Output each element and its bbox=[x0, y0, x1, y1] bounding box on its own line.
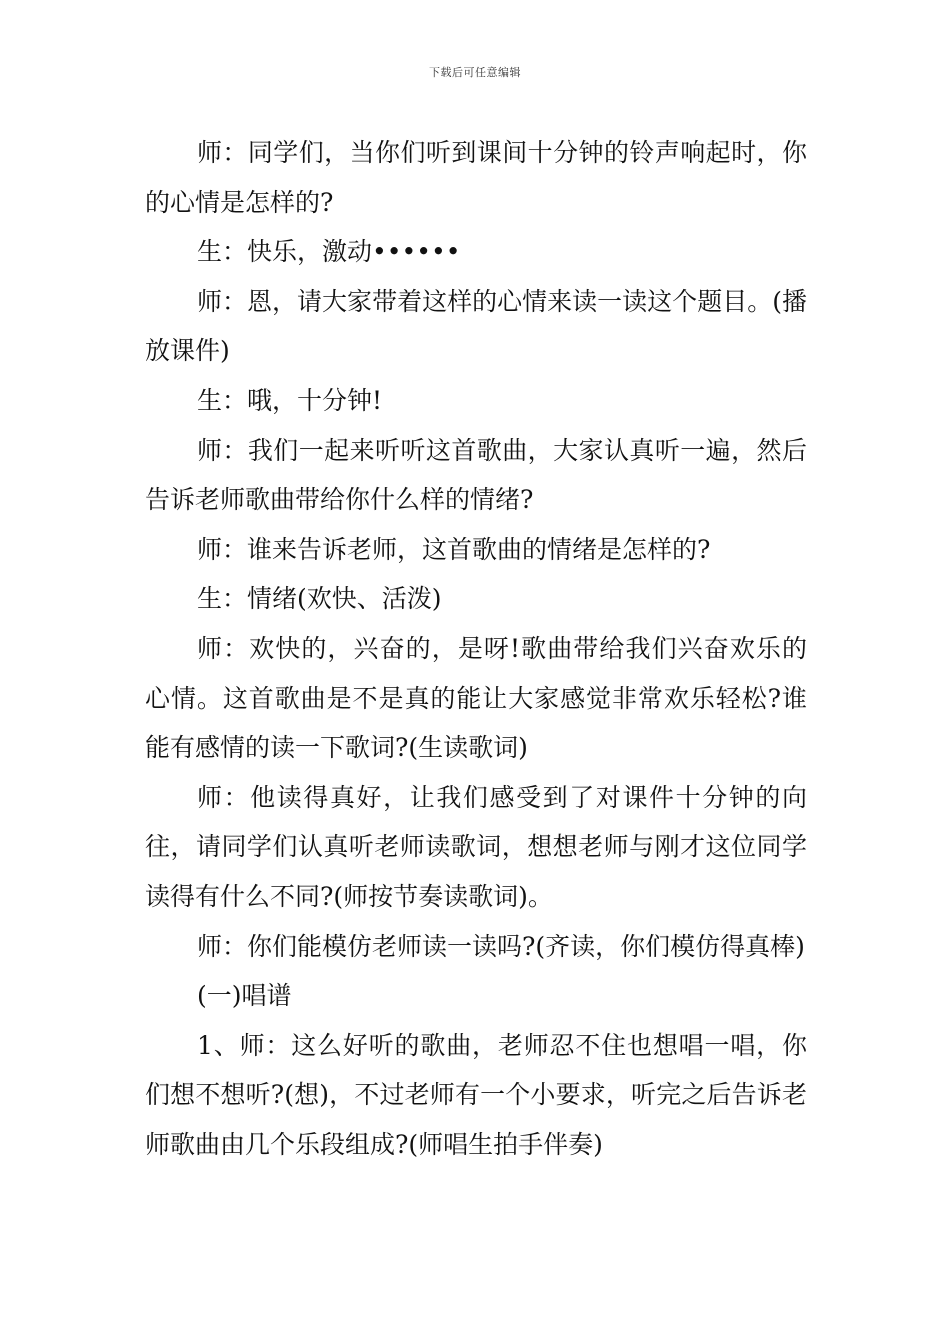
paragraph: 师：他读得真好，让我们感受到了对课件十分钟的向往，请同学们认真听老师读歌词，想想老师与刚才这位同学读得有什么不同?(师按节奏读歌词)。 bbox=[145, 782, 807, 911]
section-heading: (一)唱谱 bbox=[197, 981, 292, 1011]
paragraph: 师：同学们，当你们听到课间十分钟的铃声响起时，你的心情是怎样的? bbox=[145, 138, 807, 217]
paragraph: 师：你们能模仿老师读一读吗?(齐读，你们模仿得真棒) bbox=[197, 931, 805, 961]
paragraph: 师：谁来告诉老师，这首歌曲的情绪是怎样的? bbox=[197, 534, 711, 564]
page-header: 下载后可任意编辑 bbox=[429, 66, 521, 79]
document-body bbox=[145, 128, 807, 1169]
paragraph: 生：哦，十分钟! bbox=[197, 385, 383, 415]
paragraph: 师：恩，请大家带着这样的心情来读一读这个题目。(播放课件) bbox=[145, 286, 807, 366]
paragraph: 师：我们一起来听听这首歌曲，大家认真听一遍，然后告诉老师歌曲带给你什么样的情绪? bbox=[145, 435, 807, 515]
paragraph: 生：情绪(欢快、活泼) bbox=[197, 584, 442, 614]
paragraph: 1、师：这么好听的歌曲，老师忍不住也想唱一唱，你们想不想听?(想)，不过老师有一个小要求，听完之后告诉老师歌曲由几个乐段组成?(师唱生拍手伴奏) bbox=[145, 1030, 807, 1159]
paragraph: 生：快乐，激动•••••• bbox=[197, 237, 461, 267]
paragraph: 师：欢快的，兴奋的，是呀!歌曲带给我们兴奋欢乐的心情。这首歌曲是不是真的能让大家感觉非常欢乐轻松?谁能有感情的读一下歌词?(生读歌词) bbox=[145, 633, 807, 763]
